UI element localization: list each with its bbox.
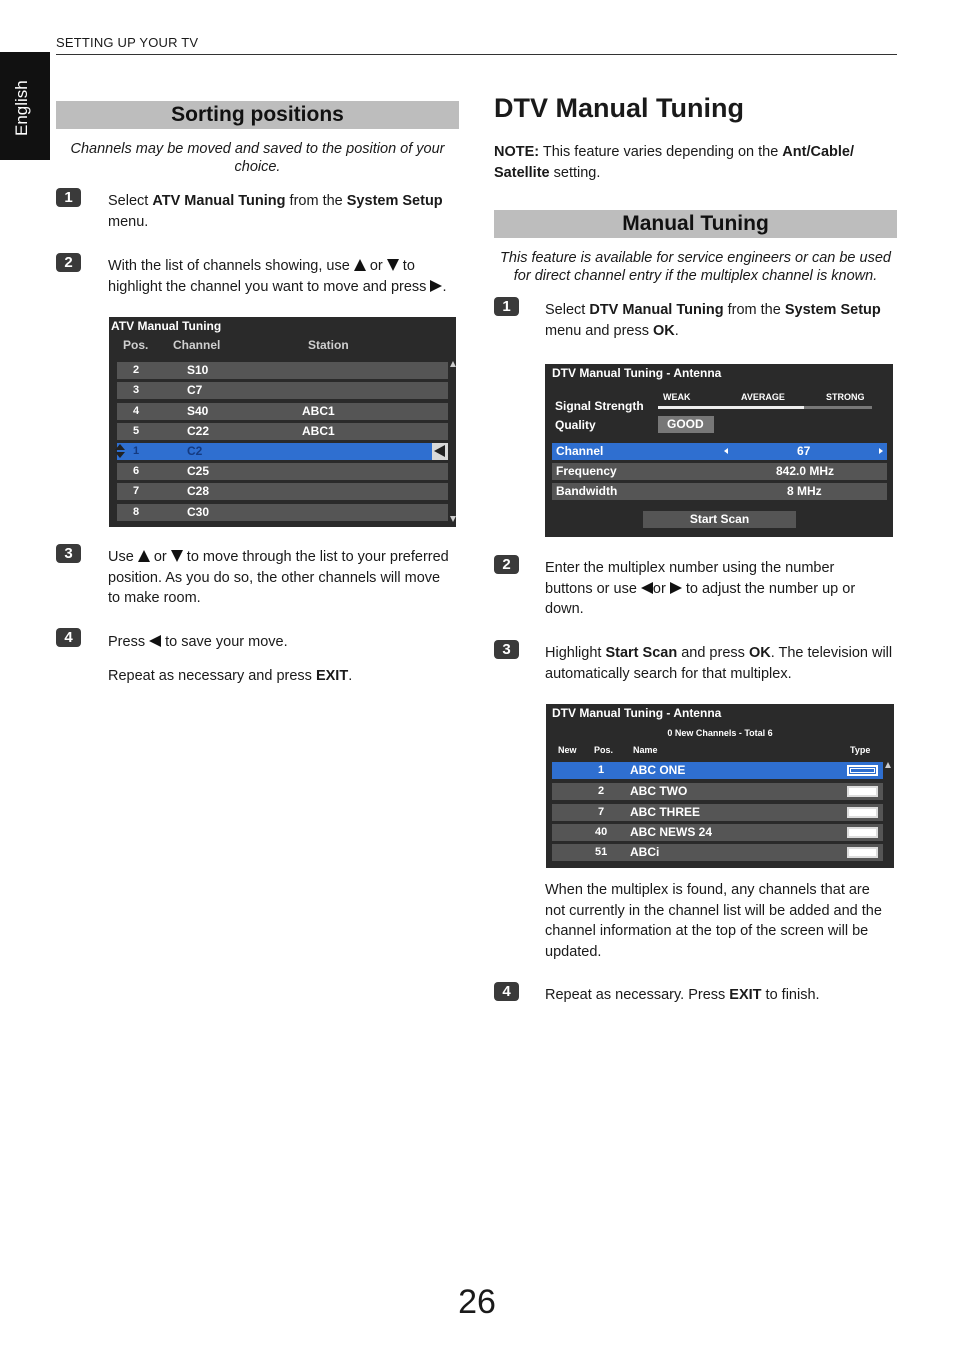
atv-row-selected[interactable]: 1 C2 <box>117 443 432 460</box>
signal-strength-bar <box>658 406 872 409</box>
scan-row[interactable]: 51 ABCi <box>552 844 883 861</box>
frequency-row[interactable]: Frequency 842.0 MHz <box>552 463 887 480</box>
up-arrow-icon <box>354 259 366 271</box>
scan-header-name: Name <box>633 745 658 755</box>
running-header: SETTING UP YOUR TV <box>56 35 199 50</box>
step-number-2: 2 <box>56 253 81 272</box>
left-step-4-text: Press to save your move. <box>108 634 288 650</box>
channel-row[interactable]: Channel 67 <box>552 443 887 460</box>
left-step-3-text: Use or to move through the list to your preferred position. As you do so, the other channels will move to make room. <box>108 549 449 606</box>
atv-screen-title: ATV Manual Tuning <box>111 319 222 333</box>
tv-type-icon <box>847 847 878 858</box>
dtv-scan-screen-title: DTV Manual Tuning - Antenna <box>552 706 722 720</box>
move-up-icon <box>115 444 125 450</box>
atv-row[interactable]: 5 C22 ABC1 <box>117 423 448 440</box>
right-step-1-text: Select DTV Manual Tuning from the System Setup menu and press OK. <box>545 302 881 339</box>
quality-label: Quality <box>555 418 596 432</box>
channel-decrease-icon[interactable] <box>724 448 728 454</box>
atv-row[interactable]: 3 C7 <box>117 382 448 399</box>
step-number-3: 3 <box>56 544 81 563</box>
dtv-note: NOTE: This feature varies depending on the Ant/Cable/ Satellite setting. <box>494 144 854 181</box>
tv-type-icon <box>847 786 878 797</box>
right-step-2-text: Enter the multiplex number using the number buttons or use or to adjust the number up or down. <box>545 560 856 617</box>
dtv-scan-results-screen <box>546 704 894 868</box>
atv-manual-tuning-screen <box>109 317 456 527</box>
atv-row[interactable]: 7 C28 <box>117 483 448 500</box>
manual-tuning-heading: Manual Tuning <box>494 210 897 238</box>
atv-row[interactable]: 4 S40 ABC1 <box>117 403 448 420</box>
scan-row[interactable]: 7 ABC THREE <box>552 804 883 821</box>
manual-tuning-note: This feature is available for service engineers or can be used for direct channel entry if the multiplex channel is known. <box>500 250 891 284</box>
quality-value: GOOD <box>658 416 714 433</box>
atv-header-channel: Channel <box>173 338 221 352</box>
tv-type-icon <box>847 765 878 776</box>
bandwidth-row[interactable]: Bandwidth 8 MHz <box>552 483 887 500</box>
down-arrow-icon <box>387 259 399 271</box>
language-label: English <box>12 80 31 136</box>
step-number-4: 4 <box>494 982 519 1001</box>
left-arrow-icon <box>434 445 445 457</box>
scroll-up-icon[interactable] <box>450 361 456 367</box>
tv-type-icon <box>847 827 878 838</box>
signal-strength-fill <box>658 406 804 409</box>
dtv-manual-tuning-screen <box>545 364 893 537</box>
language-tab <box>0 52 50 160</box>
channel-increase-icon[interactable] <box>879 448 883 454</box>
sorting-note: Channels may be moved and saved to the position of your choice. <box>70 141 445 175</box>
after-scan-text: When the multiplex is found, any channels that are not currently in the channel list will be added and the channel information at the top of the screen will be updated. <box>545 882 882 960</box>
step-number-2: 2 <box>494 555 519 574</box>
right-step-4-text: Repeat as necessary. Press EXIT to finish. <box>545 987 820 1003</box>
start-scan-button[interactable]: Start Scan <box>643 511 796 528</box>
left-arrow-icon <box>149 635 161 647</box>
scan-header-type: Type <box>850 745 871 755</box>
up-arrow-icon <box>138 550 150 562</box>
scroll-up-icon[interactable] <box>885 762 891 768</box>
scan-summary: 0 New Channels - Total 6 <box>667 728 773 738</box>
scan-header-new: New <box>558 745 577 755</box>
step-number-1: 1 <box>56 188 81 207</box>
left-step-1-text: Select ATV Manual Tuning from the System Setup menu. <box>108 193 443 230</box>
level-weak: WEAK <box>663 392 691 402</box>
dtv-manual-tuning-title: DTV Manual Tuning <box>494 93 744 123</box>
dtv-screen-title: DTV Manual Tuning - Antenna <box>552 366 722 380</box>
scan-row-selected[interactable]: 1 ABC ONE <box>552 762 883 779</box>
page-number: 26 <box>458 1283 496 1321</box>
signal-strength-label: Signal Strength <box>555 399 644 413</box>
step-number-4: 4 <box>56 628 81 647</box>
atv-row[interactable]: 2 S10 <box>117 362 448 379</box>
level-strong: STRONG <box>826 392 865 402</box>
scroll-down-icon[interactable] <box>450 516 456 522</box>
scan-row[interactable]: 40 ABC NEWS 24 <box>552 824 883 841</box>
atv-header-pos: Pos. <box>123 338 149 352</box>
step-number-1: 1 <box>494 297 519 316</box>
step-number-3: 3 <box>494 640 519 659</box>
save-move-indicator <box>432 443 448 460</box>
left-step-4-repeat: Repeat as necessary and press EXIT. <box>108 668 353 684</box>
scan-row[interactable]: 2 ABC TWO <box>552 783 883 800</box>
right-arrow-icon <box>430 280 442 292</box>
tv-type-icon <box>847 807 878 818</box>
left-arrow-icon <box>641 582 653 594</box>
level-average: AVERAGE <box>741 392 785 402</box>
left-step-2-text: With the list of channels showing, use or to highlight the channel you want to move and press . <box>108 258 447 295</box>
right-arrow-icon <box>670 582 682 594</box>
scan-header-pos: Pos. <box>594 745 614 755</box>
atv-row[interactable]: 6 C25 <box>117 463 448 480</box>
down-arrow-icon <box>171 550 183 562</box>
header-rule <box>56 54 897 55</box>
atv-row[interactable]: 8 C30 <box>117 504 448 521</box>
sorting-positions-heading: Sorting positions <box>56 101 459 129</box>
right-step-3-text: Highlight Start Scan and press OK. The television will automatically search for that multiplex. <box>545 645 893 682</box>
move-down-icon <box>115 452 125 458</box>
atv-header-station: Station <box>308 338 349 352</box>
